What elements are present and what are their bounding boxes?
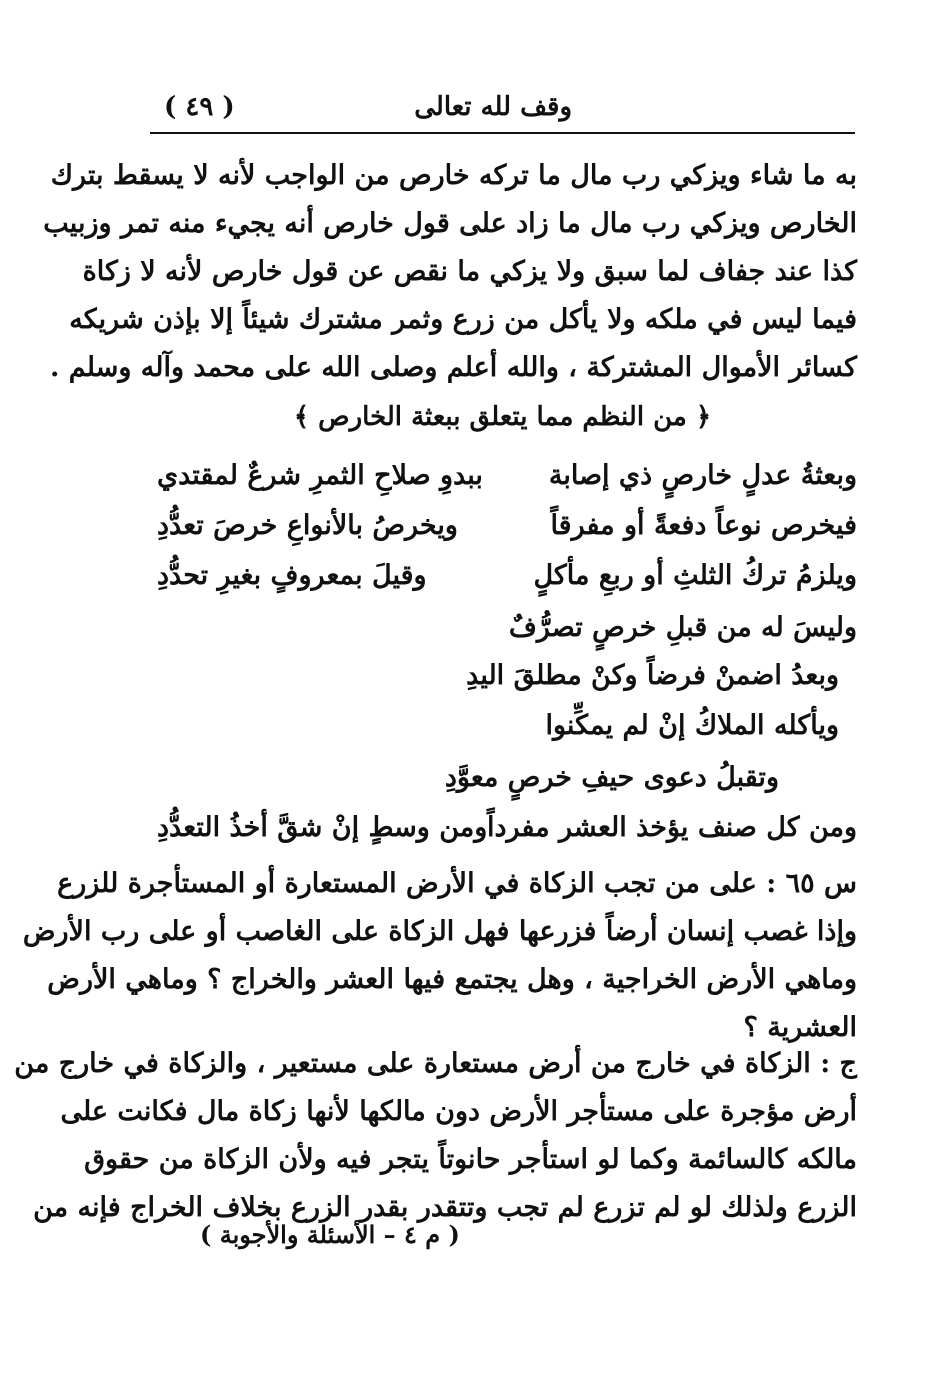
text-line: كسائر الأموال المشتركة ، والله أعلم وصلى الله على محمد وآله وسلم . [49, 352, 857, 383]
poem-line: وبعدُ اضمنْ فرضاً وكنْ مطلقَ اليدِ [466, 660, 839, 691]
text-line: به ما شاء ويزكي رب مال ما تركه خارص من الواجب لأنه لا يسقط بترك [50, 160, 857, 191]
poem-verse [157, 560, 857, 610]
poem-line: وليسَ له من قبلِ خرصٍ تصرُّفٌ [508, 612, 857, 643]
verse-second-hemistich: وقيلَ بمعروفٍ بغيرِ تحدُّدِ [157, 560, 427, 591]
page-number: ( ٤٩ ) [164, 92, 235, 122]
text-line: الخارص ويزكي رب مال ما زاد على قول خارص أنه يجيء منه تمر وزبيب [43, 208, 857, 239]
verse-second-hemistich: ويخرصُ بالأنواعِ خرصَ تعدُّدِ [157, 510, 458, 541]
header-title: وقف لله تعالى [414, 92, 572, 122]
poem-verse [157, 812, 857, 862]
verse-second-hemistich: ومن وسطٍ إنْ شقَّ أخذُ التعدُّدِ [157, 812, 488, 843]
paragraph-1 [43, 152, 857, 392]
poem-verse [157, 510, 857, 560]
poem-line: ويأكله الملاكُ إنْ لم يمكِّنوا [545, 710, 839, 741]
verse-first-hemistich: ويلزمُ تركُ الثلثِ أو ربعِ مأكلٍ [533, 560, 857, 591]
text-line: ج : الزكاة في خارج من أرض مستعارة على مستعير ، والزكاة في خارج من [14, 1048, 857, 1079]
poem-line: وتقبلُ دعوى حيفِ خرصٍ معوَّدِ [444, 762, 779, 793]
verse-first-hemistich: فيخرص نوعاً دفعةً أو مفرقاً [550, 510, 857, 541]
answer-paragraph [14, 1040, 857, 1232]
signature-mark: ( م ٤ – الأسئلة والأجوبة ) [200, 1220, 460, 1249]
poem-verse [157, 460, 857, 510]
text-line: فيما ليس في ملكه ولا يأكل من زرع وثمر مشترك شيئاً إلا بإذن شريكه [69, 304, 857, 335]
text-line: العشرية ؟ [743, 1012, 857, 1043]
verse-first-hemistich: ومن كل صنف يؤخذ العشر مفرداً [487, 812, 857, 843]
text-line: الزرع ولذلك لو لم تزرع لم تجب وتتقدر بقدر الزرع بخلاف الخراج فإنه من [33, 1192, 857, 1223]
verse-first-hemistich: وبعثةُ عدلٍ خارصٍ ذي إصابة [548, 460, 857, 491]
text-line: كذا عند جفاف لما سبق ولا يزكي ما نقص عن قول خارص لأنه لا زكاة [82, 256, 857, 287]
text-line: وإذا غصب إنسان أرضاً فزرعها فهل الزكاة على الغاصب أو على رب الأرض [22, 916, 857, 947]
verse-second-hemistich: ببدوِ صلاحِ الثمرِ شرعٌ لمقتدي [157, 460, 483, 491]
text-line: وماهي الأرض الخراجية ، وهل يجتمع فيها العشر والخراج ؟ وماهي الأرض [47, 964, 857, 995]
text-line: أرض مؤجرة على مستأجر الأرض دون مالكها لأنها زكاة مال فكانت على [60, 1096, 857, 1127]
text-line: س ٦٥ : على من تجب الزكاة في الأرض المستعارة أو المستأجرة للزرع [57, 868, 857, 899]
page-header [150, 88, 855, 134]
question-paragraph [22, 860, 857, 1052]
section-title: ﴿ من النظم مما يتعلق ببعثة الخارص ﴾ [293, 402, 712, 432]
text-line: مالكه كالسائمة وكما لو استأجر حانوتاً يتجر فيه ولأن الزكاة من حقوق [84, 1144, 857, 1175]
